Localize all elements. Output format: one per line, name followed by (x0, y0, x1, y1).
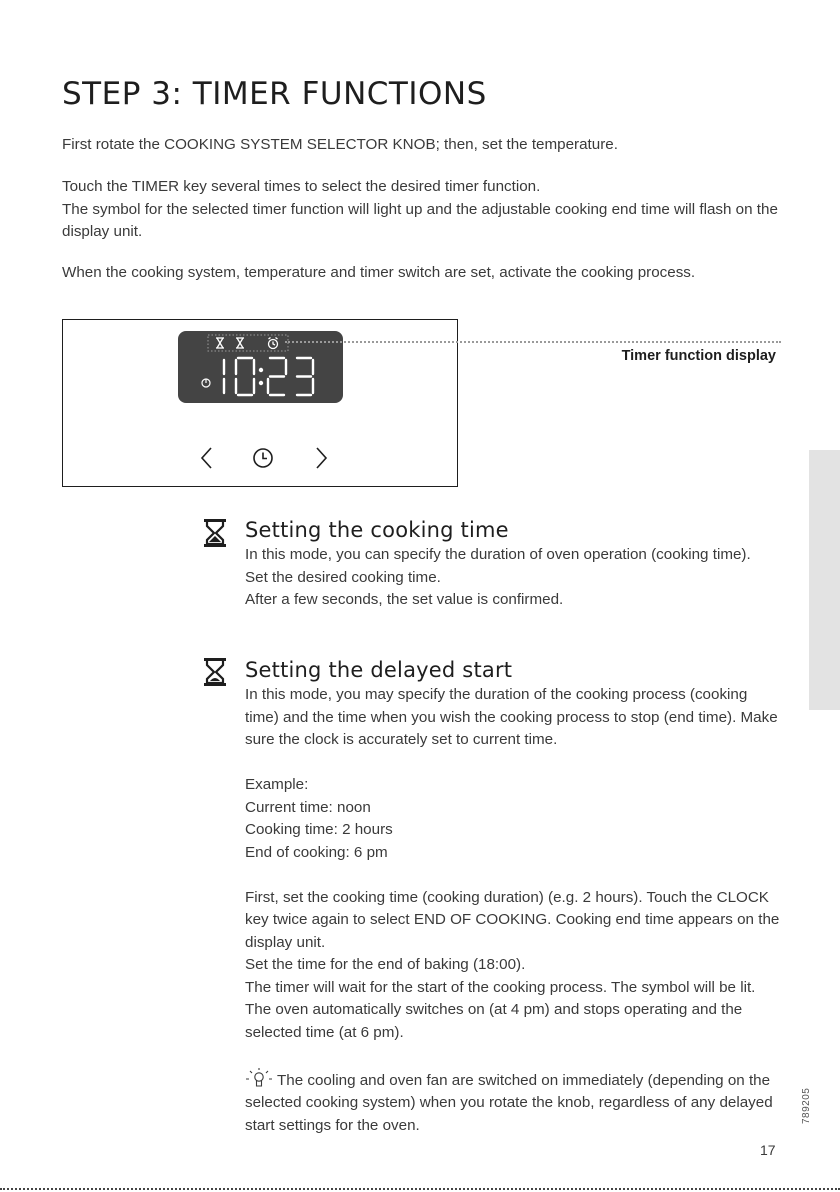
section-delayed-start (245, 658, 780, 1137)
power-icon (202, 379, 210, 387)
tip-paragraph (245, 1067, 780, 1138)
hourglass-icon (236, 338, 244, 348)
page-number: 17 (760, 1142, 776, 1158)
page-title: STEP 3: TIMER FUNCTIONS (62, 76, 487, 112)
tip-text: The cooling and oven fan are switched on immediately (depending on the selected cooking system) when you rotate the knob, regardless of any delayed start settings for the oven. (245, 1071, 773, 1134)
display-digits (224, 358, 313, 395)
callout-leader-line (285, 341, 781, 343)
document-number: 789205 (801, 1087, 812, 1124)
hourglass-icon (216, 338, 224, 348)
intro-paragraph-1: First rotate the COOKING SYSTEM SELECTOR KNOB; then, set the temperature. (62, 136, 618, 153)
section-heading: Setting the delayed start (245, 658, 513, 682)
section-heading: Setting the cooking time (245, 518, 509, 542)
section-paragraph: First, set the cooking time (cooking duration) (e.g. 2 hours). Touch the CLOCK key twice again to select END OF COOKING. Cooking end time appears on the display unit. Set the time for the end of baking (18:00). The timer will wait for the start of the cooking process. The symbol will be lit. The oven automatically switches on (at 4 pm) and stops operating and the selected time (at 6 pm). (245, 888, 780, 1041)
callout-label: Timer function display (621, 348, 776, 364)
chevron-left-icon[interactable] (197, 444, 217, 472)
hourglass-full-icon (202, 517, 228, 549)
section-cooking-time (245, 518, 780, 612)
intro-paragraph-3: When the cooking system, temperature and timer switch are set, activate the cooking process. (62, 264, 696, 281)
alarm-clock-icon (269, 338, 278, 349)
footer-dotted-line (0, 1188, 840, 1190)
clock-icon[interactable] (249, 444, 277, 472)
intro-paragraph-2: Touch the TIMER key several times to select the desired timer function. The symbol for the selected timer function will light up and the adjustable cooking end time will flash on the display unit. (62, 178, 778, 240)
section-paragraph: In this mode, you can specify the duration of oven operation (cooking time). Set the desired cooking time. After a few seconds, the set value is confirmed. (245, 546, 751, 608)
hourglass-empty-icon (202, 656, 228, 688)
lightbulb-icon (245, 1067, 273, 1089)
chapter-side-tab (809, 450, 840, 710)
chevron-right-icon[interactable] (311, 444, 331, 472)
section-paragraph: In this mode, you may specify the duration of the cooking process (cooking time) and the time when you wish the cooking process to stop (end time). Make sure the clock is accurately set to current time. (245, 686, 778, 748)
control-panel-figure (62, 319, 458, 487)
example-paragraph: Example: Current time: noon Cooking time: 2 hours End of cooking: 6 pm (245, 776, 393, 861)
